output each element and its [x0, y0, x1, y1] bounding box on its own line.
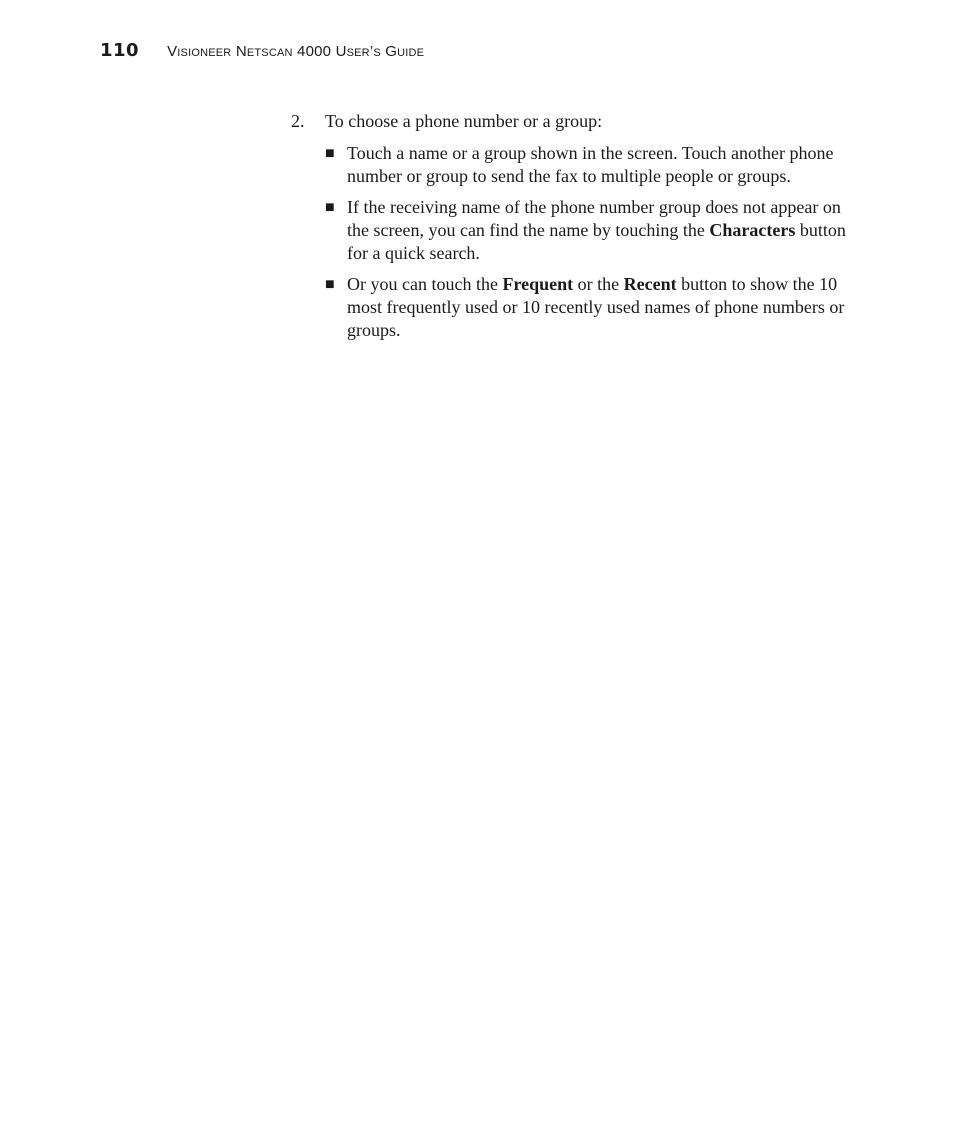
- square-bullet-icon: ■: [325, 145, 335, 162]
- list-item: [291, 273, 851, 342]
- page-number: 110: [100, 40, 140, 61]
- bullet-text: If the receiving name of the phone number group does not appear on the screen, you can find the name by touching the Characters button for a quick search.: [347, 197, 846, 263]
- bullet-list: [291, 142, 851, 342]
- step-text: To choose a phone number or a group:: [325, 111, 603, 131]
- list-item: [291, 196, 851, 265]
- step-number: 2.: [291, 111, 305, 131]
- characters-button-label: Characters: [709, 220, 796, 240]
- square-bullet-icon: ■: [325, 276, 335, 293]
- page-content: [291, 110, 851, 350]
- square-bullet-icon: ■: [325, 199, 335, 216]
- running-header: [100, 40, 424, 64]
- bullet-text: Or you can touch the Frequent or the Recent button to show the 10 most frequently used or 10 recently used names of phone numbers or groups.: [347, 274, 845, 340]
- recent-button-label: Recent: [623, 274, 677, 294]
- step-2: [291, 110, 851, 133]
- book-title: Visioneer Netscan 4000 User’s Guide: [167, 43, 425, 60]
- frequent-button-label: Frequent: [502, 274, 574, 294]
- list-item: [291, 142, 851, 188]
- bullet-text: Touch a name or a group shown in the screen. Touch another phone number or group to send the fax to multiple people or groups.: [347, 143, 834, 186]
